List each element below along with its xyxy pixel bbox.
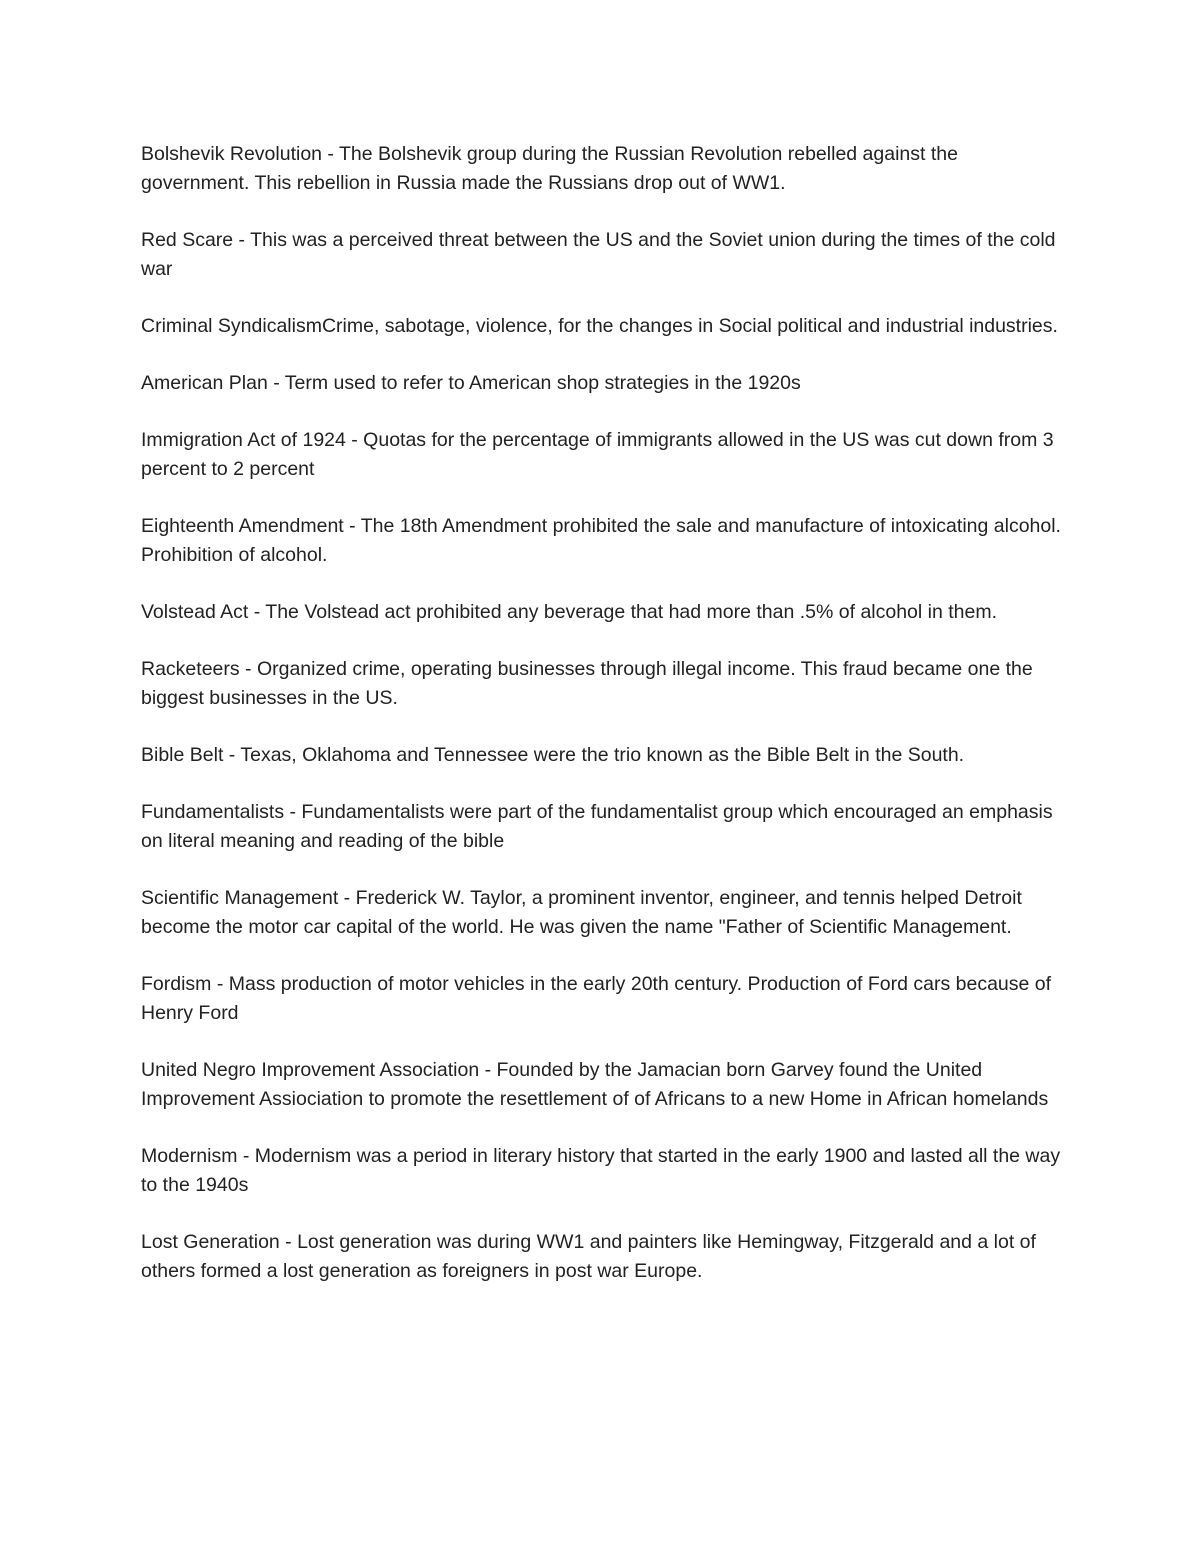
entry-modernism: Modernism - Modernism was a period in literary history that started in the early 1900 and lasted all the way to the 1940s xyxy=(141,1145,1061,1196)
entry-criminal-syndicalism: Criminal SyndicalismCrime, sabotage, violence, for the changes in Social political and industrial industries. xyxy=(141,315,1058,337)
entry-scientific-management: Scientific Management - Frederick W. Taylor, a prominent inventor, engineer, and tennis helped Detroit become the motor car capital of the world. He was given the name "Father of Scientific Management. xyxy=(141,887,1022,938)
entry-lost-generation: Lost Generation - Lost generation was during WW1 and painters like Hemingway, Fitzgerald and a lot of others formed a lost generation as foreigners in post war Europe. xyxy=(141,1231,1036,1282)
entry-american-plan: American Plan - Term used to refer to American shop strategies in the 1920s xyxy=(141,372,801,394)
entry-bolshevik-revolution: Bolshevik Revolution - The Bolshevik group during the Russian Revolution rebelled against the government. This rebellion in Russia made the Russians drop out of WW1. xyxy=(141,143,958,194)
entry-united-negro-improvement-association: United Negro Improvement Association - Founded by the Jamacian born Garvey found the United Improvement Assiociation to promote the resettlement of of Africans to a new Home in African homelands xyxy=(141,1059,1049,1110)
entry-immigration-act-1924: Immigration Act of 1924 - Quotas for the percentage of immigrants allowed in the US was cut down from 3 percent to 2 percent xyxy=(141,429,1054,480)
entry-fundamentalists: Fundamentalists - Fundamentalists were part of the fundamentalist group which encouraged an emphasis on literal meaning and reading of the bible xyxy=(141,801,1053,852)
entry-eighteenth-amendment: Eighteenth Amendment - The 18th Amendment prohibited the sale and manufacture of intoxicating alcohol. Prohibition of alcohol. xyxy=(141,515,1061,566)
entry-red-scare: Red Scare - This was a perceived threat between the US and the Soviet union during the times of the cold war xyxy=(141,229,1056,280)
document-body xyxy=(141,140,1066,1314)
entry-bible-belt: Bible Belt - Texas, Oklahoma and Tennessee were the trio known as the Bible Belt in the South. xyxy=(141,744,965,766)
entry-volstead-act: Volstead Act - The Volstead act prohibited any beverage that had more than .5% of alcohol in them. xyxy=(141,601,998,623)
entry-fordism: Fordism - Mass production of motor vehicles in the early 20th century. Production of Ford cars because of Henry Ford xyxy=(141,973,1052,1024)
entry-racketeers: Racketeers - Organized crime, operating businesses through illegal income. This fraud became one the biggest businesses in the US. xyxy=(141,658,1033,709)
